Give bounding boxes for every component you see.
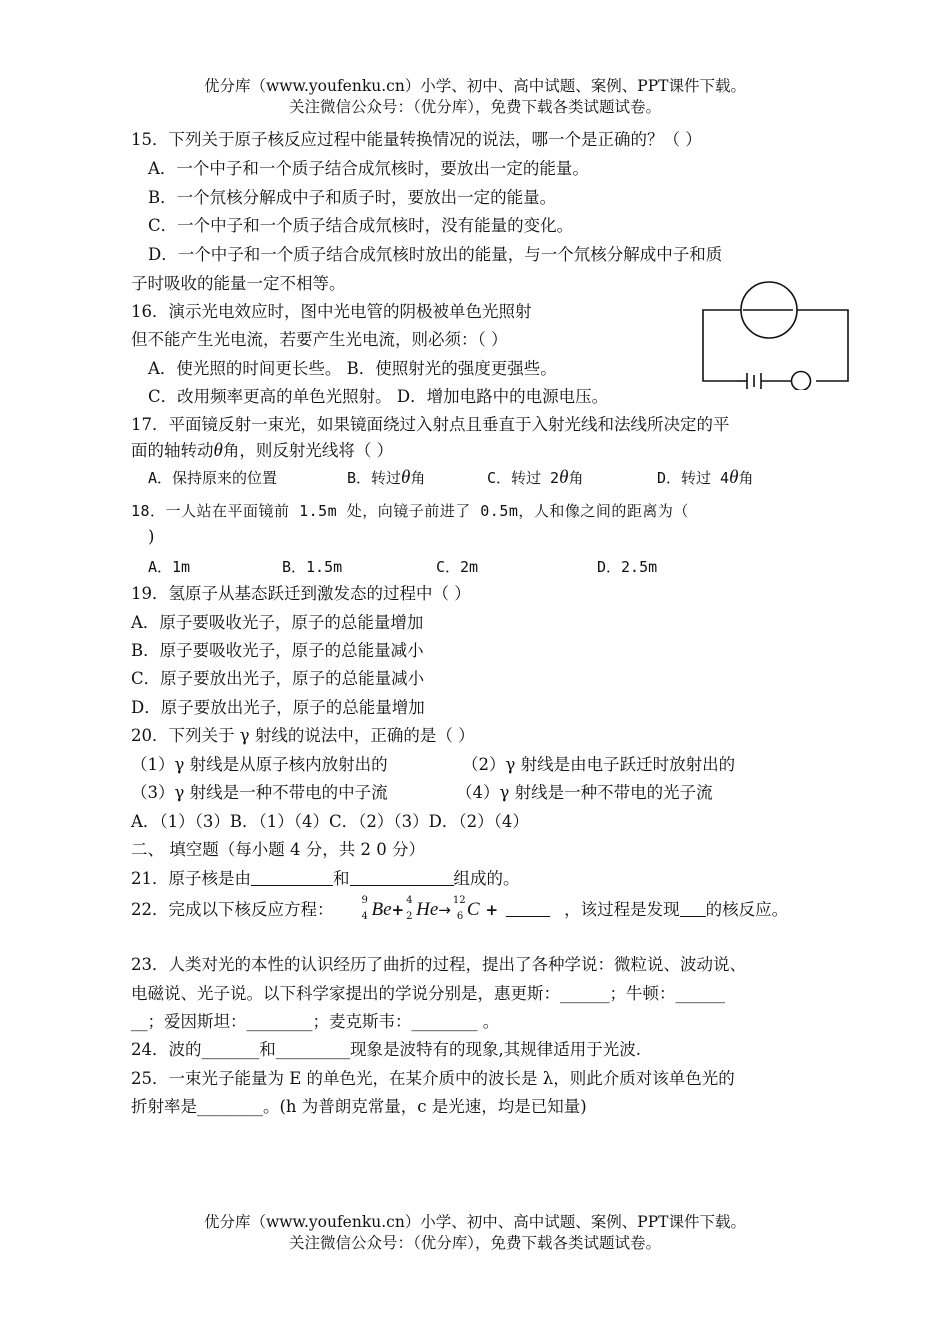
q21-blank-2[interactable] [350,869,454,886]
q16-options-cd: C．改用频率更高的单色光照射。 D．增加电路中的电源电压。 [148,387,609,406]
q22-tail-a: ，该过程是发现 [564,900,680,919]
plus-sign: + [485,901,499,919]
q25-line2: 折射率是________。(h 为普朗克常量，c 是光速，均是已知量) [131,1097,587,1116]
footer-line-2: 关注微信公众号：（优分库），免费下载各类试题试卷。 [288,1234,661,1252]
q17-stem-line1: 17．平面镜反射一束光，如果镜面绕过入射点且垂直于入射光线和法线所决定的平 [131,415,730,434]
section-2-title: 二、 填空题（每小题 4 分，共 2 0 分） [131,840,425,859]
q18-stem-line1: 18．一人站在平面镜前 1.5m 处，向镜子前进了 0.5m，人和像之间的距离为（ [131,502,689,520]
he-mass-number: 4 [406,895,413,906]
q17-option-c [487,466,583,490]
q17-option-b [347,466,425,490]
q17-option-b-post: 角 [410,469,426,487]
q20-statement-1: （1）γ 射线是从原子核内放射出的 [131,755,388,774]
footer-line-1: 优分库（www.youfenku.cn）小学、初中、高中试题、案例、PPT课件下载。 [203,1213,747,1231]
q19-stem: 19．氢原子从基态跃迁到激发态的过程中（ ） [131,584,471,603]
q17-option-a: A．保持原来的位置 [148,469,278,487]
q15-option-b: B．一个氘核分解成中子和质子时，要放出一定的能量。 [148,188,557,207]
q20-statement-2: （2）γ 射线是由电子跃迁时放射出的 [462,755,736,774]
q19-option-d: D．原子要放出光子，原子的总能量增加 [131,698,425,717]
theta-symbol: θ [213,440,223,461]
q22-blank-product[interactable] [506,900,550,917]
q15-option-d-line1: D．一个中子和一个质子结合成氘核时放出的能量，与一个氘核分解成中子和质 [148,245,723,264]
q23-line3: __；爱因斯坦：________；麦克斯韦：________ 。 [131,1012,500,1031]
q19-option-c: C．原子要放出光子，原子的总能量减小 [131,669,425,688]
q23-line1: 23．人类对光的本性的认识经历了曲折的过程，提出了各种学说：微粒说、波动说、 [131,955,746,974]
q18-option-d: D．2.5m [597,558,658,576]
he-atomic-number: 2 [406,911,413,922]
q16-stem-line2: 但不能产生光电流，若要产生光电流，则必须：（ ） [131,330,508,349]
q20-statement-3: （3）γ 射线是一种不带电的中子流 [131,783,388,802]
header-line-2: 关注微信公众号：（优分库），免费下载各类试题试卷。 [288,98,661,116]
plus-sign: + [391,901,405,919]
q17-option-d-post: 角 [738,469,754,487]
galvanometer-icon [792,372,811,391]
nuclide-c [452,895,480,922]
be-symbol: Be [371,899,392,920]
be-atomic-number: 4 [361,911,368,922]
nuclide-he [406,895,439,922]
q21-part-b: 和 [333,869,350,888]
q18-option-a: A．1m [148,558,191,576]
theta-symbol: θ [401,467,411,488]
q20-stem: 20．下列关于 γ 射线的说法中，正确的是（ ） [131,726,475,745]
q15-option-c: C．一个中子和一个质子结合成氘核时，没有能量的变化。 [148,216,574,235]
c-mass-number: 12 [452,895,466,906]
q20-options: A．（1）（3）B．（1）（4）C．（2）（3）D．（2）（4） [131,812,529,831]
q17-stem-line2 [131,439,393,463]
q22-tail-b: 的核反应。 [705,900,789,919]
q17-option-b-pre: B．转过 [347,469,402,487]
nuclide-be [361,895,392,922]
q17-option-d [657,466,753,490]
q18-stem-line2: ) [148,527,155,546]
q23-line2: 电磁说、光子说。以下科学家提出的学说分别是，惠更斯：______；牛顿：______ [131,984,725,1003]
q22 [131,895,789,922]
q22-stem: 22．完成以下核反应方程： [131,900,334,919]
q21 [131,867,520,891]
q22-blank-discovery[interactable] [680,900,706,917]
q15-stem: 15．下列关于原子核反应过程中能量转换情况的说法，哪一个是正确的？（ ） [131,130,702,149]
he-symbol: He [416,899,439,920]
q20-statement-4: （4）γ 射线是一种不带电的光子流 [456,783,713,802]
q17-option-d-pre: D．转过 4 [657,469,730,487]
q18-option-b: B．1.5m [282,558,343,576]
c-symbol: C [466,899,480,920]
q15-option-a: A．一个中子和一个质子结合成氘核时，要放出一定的能量。 [148,159,589,178]
be-mass-number: 9 [361,895,368,906]
q21-part-a: 21．原子核是由 [131,869,251,888]
phototube-circuit-diagram [695,280,855,390]
c-atomic-number: 6 [456,911,464,922]
theta-symbol: θ [729,467,739,488]
q17-stem-part-a: 面的轴转动 [131,441,214,460]
q21-part-c: 组成的。 [453,869,520,888]
q21-blank-1[interactable] [251,869,333,886]
q19-option-a: A．原子要吸收光子，原子的总能量增加 [131,613,424,632]
q19-option-b: B．原子要吸收光子，原子的总能量减小 [131,641,424,660]
q17-option-c-post: 角 [568,469,584,487]
q16-stem-line1: 16．演示光电效应时，图中光电管的阴极被单色光照射 [131,302,532,321]
q15-option-d-line2: 子时吸收的能量一定不相等。 [131,274,346,293]
q25-line1: 25．一束光子能量为 E 的单色光，在某介质中的波长是 λ，则此介质对该单色光的 [131,1069,735,1088]
q24: 24．波的_______和_________现象是波特有的现象,其规律适用于光波. [131,1040,641,1059]
q17-stem-part-b: 角，则反射光线将（ ） [222,441,394,460]
q16-options-ab: A．使光照的时间更长些。 B．使照射光的强度更强些。 [148,359,557,378]
arrow-icon: → [438,901,451,919]
q17-option-c-pre: C．转过 2 [487,469,560,487]
theta-symbol: θ [559,467,569,488]
header-line-1: 优分库（www.youfenku.cn）小学、初中、高中试题、案例、PPT课件下载。 [203,77,747,95]
q18-option-c: C．2m [436,558,479,576]
